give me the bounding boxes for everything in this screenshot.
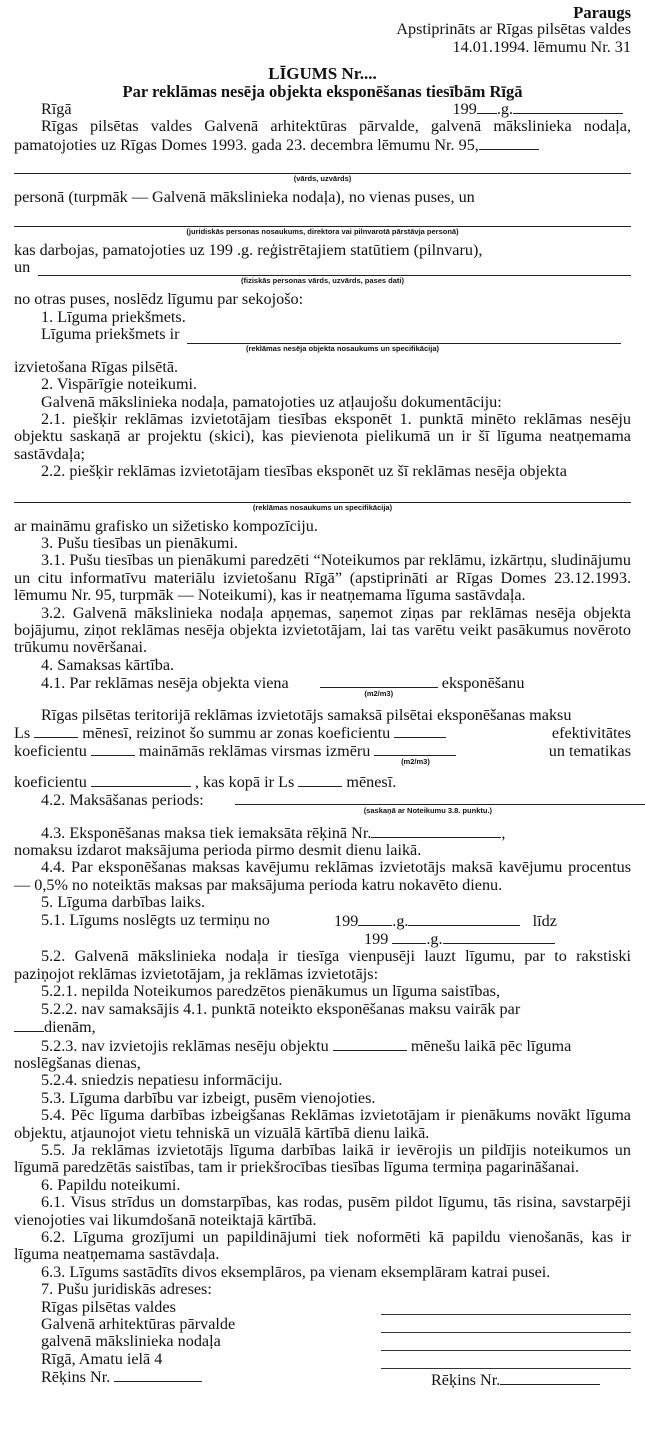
clause-4-1-row4: koeficientu , kas kopā ir Ls mēnesī. (14, 772, 397, 791)
account-blank[interactable] (371, 824, 501, 838)
date-field[interactable]: 199 .g. (453, 100, 631, 118)
from-year-blank[interactable] (358, 912, 392, 926)
address-line: Rīgā, Amatu ielā 4 (41, 1349, 163, 1368)
subject-caption: (reklāmas nesēja objekta nosaukums un specifikācija) (245, 343, 439, 353)
composition-text: ar maināmu grafisko un sižetisko kompozīciju. (14, 516, 318, 535)
clause-3-1: 3.1. Pušu tiesības un pienākumi paredzēti “Noteikumos par reklāmu, izkārtņu, sludinājumu un citu informatīvu materiālu izvietošanu Rīgā” (apstiprināti ar Rīgas Domes 23.12.1993. lēmumu Nr. 95, turpmāk — Noteikumi), kas ir neatņemama līguma sastāvdaļa. (14, 551, 631, 605)
size-blank[interactable] (374, 742, 456, 756)
clause-4-1-row2: Ls mēnesī, reizinot šo summu ar zonas koeficientu efektivitātes (14, 724, 631, 742)
section-5-heading: 5. Līguma darbības laiks. (41, 893, 206, 912)
name-caption: (vārds, uzvārds) (293, 174, 352, 184)
clause-4-4: 4.4. Par eksponēšanas maksas kavējumu reklāmas izvietotājs maksā kavējumu procentus — 0,5% no noteiktās maksas par maksājuma perioda katru nokavēto dienu. (14, 858, 631, 894)
advert-name-caption: (reklāmas nosaukums un specifikācija) (252, 502, 393, 512)
clause-6-2: 6.2. Līguma grozījumi un papildinājumi tiek noformēti kā papildu vienošanās, kas ir līguma neatņemama sastāvdaļa. (14, 1227, 631, 1264)
statutes-paragraph: kas darbojas, pamatojoties uz 199 .g. reģistrētajiem statūtiem (pilnvaru), (14, 240, 483, 259)
legal-entity-line[interactable] (14, 213, 631, 227)
advert-name-line[interactable] (14, 489, 631, 503)
clause-5-4: 5.4. Pēc līguma darbības izbeigšanas Reklāmas izvietotājam ir pienākums novākt līguma objektu, atjaunojot vietu tehniskā un vizuālā kārtībā dienu laikā. (14, 1106, 631, 1142)
document-subtitle: Par reklāmas nesēja objekta eksponēšanas tiesībām Rīgā (122, 81, 523, 101)
clause-2-1: 2.1. piešķir reklāmas izvietotājam tiesības eksponēt 1. punktā minēto reklāmas nesēju objektu saskaņā ar projektu (skici), kas pievienota pielikumā un ir šī līguma neatņemama sastāvdaļa; (14, 409, 631, 463)
address-line: galvenā mākslinieka nodaļa (41, 1332, 221, 1351)
city-address (14, 1299, 381, 1389)
section-2-heading: 2. Vispārīgie noteikumi. (41, 375, 198, 394)
clause-5-1: 5.1. Līgums noslēgts uz termiņu no 199 .g. līdz (41, 910, 557, 930)
to-date-blank[interactable] (443, 930, 555, 944)
city-account: Rēķins Nr. (41, 1368, 381, 1386)
subject-line[interactable] (187, 330, 621, 344)
total-blank[interactable] (298, 773, 342, 787)
legal-entity-caption: (juridiskās personas nosaukums, direktora vai pilnvarotā pārstāvja personā) (186, 226, 459, 236)
counterparty-line[interactable] (381, 1335, 631, 1351)
zone-coef-blank[interactable] (394, 724, 446, 738)
section-4-heading: 4. Samaksas kārtība. (41, 655, 175, 674)
address-line: Galvenā arhitektūras pārvalde (41, 1315, 236, 1333)
clause-4-1-row3: koeficientu maināmās reklāmas virsmas izmēru (m2/m3) un tematikas (14, 742, 631, 767)
clause-3-2: 3.2. Galvenā mākslinieka nodaļa apņemas, saņemot ziņas par reklāmas nesēja objekta bojājumu, ziņot reklāmas nesēja objekta izvietotājam, lai tas varētu veikt pasākumus novēroto trūkumu novēršanai. (14, 603, 631, 657)
place-date-row (14, 100, 631, 118)
physical-person-row: un (14, 259, 631, 276)
months-blank[interactable] (333, 1037, 407, 1051)
name-line[interactable] (14, 160, 631, 174)
city-account-blank[interactable] (114, 1368, 202, 1382)
approval-line-1: Apstiprināts ar Rīgas pilsētas valdes (396, 20, 631, 39)
person-paragraph: personā (turpmāk — Galvenā mākslinieka nodaļa), no vienas puses, un (14, 188, 475, 207)
clause-5-3: 5.3. Līguma darbību var izbeigt, pusēm vienojoties. (41, 1088, 376, 1107)
clause-4-3-cont: nomaksu izdarot maksājuma perioda pirmo desmit dienu laikā. (14, 841, 422, 860)
section-1-heading: 1. Līguma priekšmets. (41, 307, 186, 326)
approval-line-2: 14.01.1994. lēmumu Nr. 31 (452, 37, 631, 56)
physical-person-caption: (fiziskās personas vārds, uzvārds, pases dati) (241, 276, 404, 286)
clause-5-2-1: 5.2.1. nepilda Noteikumos paredzētos pienākumus un līguma saistības, (41, 982, 501, 1001)
clause-4-3: 4.3. Eksponēšanas maksa tiek iemaksāta rēķinā Nr. , (41, 823, 506, 842)
clause-5-1-to: 199 .g. (14, 930, 631, 948)
address-line: Rīgas pilsētas valdes (41, 1297, 176, 1316)
counterparty-line[interactable] (381, 1353, 631, 1369)
year-blank[interactable] (477, 100, 497, 114)
section-7-heading: 7. Pušu juridiskās adreses: (41, 1280, 212, 1299)
counterparty-account: Rēķins Nr. (381, 1371, 631, 1389)
clause-5-2-2-cont: dienām, (14, 1018, 631, 1036)
clause-5-2-3: 5.2.3. nav izvietojis reklāmas nesēju objektu mēnešu laikā pēc līguma noslēgšanas dienas, (14, 1036, 572, 1072)
intro-blank[interactable] (479, 136, 539, 150)
clause-5-2: 5.2. Galvenā mākslinieka nodaļa ir tiesīga vienpusēji lauzt līgumu, par to rakstiski paziņojot reklāmas izvietotājam, ja reklāmas izvietotājs: (14, 947, 631, 983)
placement-text: izvietošana Rīgas pilsētā. (14, 357, 179, 376)
document-title: LĪGUMS Nr.... (268, 64, 377, 84)
section-2-intro: Galvenā mākslinieka nodaļa, pamatojoties uz atļaujošu dokumentāciju: (41, 392, 502, 411)
intro-paragraph: Rīgas pilsētas valdes Galvenā arhitektūras pārvalde, galvenā mākslinieka nodaļa, pamatojoties uz Rīgas Domes 1993. gada 23. decembra lēmumu Nr. 95, (14, 117, 631, 154)
clause-6-1: 6.1. Visus strīdus un domstarpības, kas rodas, pusēm pildot līgumu, tās risina, savstarpēji vienojoties vai likumdošanā noteiktajā kārtībā. (14, 1193, 631, 1229)
unit-blank[interactable] (320, 674, 438, 688)
counterparty-line[interactable] (381, 1299, 631, 1315)
clause-4-1-text: Rīgas pilsētas teritorijā reklāmas izvietotājs samaksā pilsētai eksponēšanas maksu (41, 705, 572, 724)
clause-2-2: 2.2. piešķir reklāmas izvietotājam tiesības eksponēt uz šī reklāmas nesēja objekta (41, 462, 567, 481)
sample-label: Paraugs (573, 3, 631, 22)
section-3-heading: 3. Pušu tiesības un pienākumi. (41, 533, 238, 552)
other-party-paragraph: no otras puses, noslēdz līgumu par sekojošo: (14, 290, 304, 309)
eff-coef-blank[interactable] (91, 742, 135, 756)
date-blank[interactable] (513, 100, 623, 114)
clause-4-2: 4.2. Maksāšanas periods: (saskaņā ar Noteikumu 3.8. punktu.) (14, 791, 631, 809)
payment-period-blank[interactable] (235, 791, 645, 805)
ls-blank[interactable] (34, 724, 78, 738)
days-blank[interactable] (14, 1018, 44, 1032)
counterparty-account-blank[interactable] (500, 1371, 600, 1385)
to-year-blank[interactable] (392, 930, 426, 944)
clause-5-2-2: 5.2.2. nav samaksājis 4.1. punktā noteikto eksponēšanas maksu vairāk par (41, 999, 521, 1018)
place: Rīgā (41, 100, 72, 119)
clause-6-3: 6.3. Līgums sastādīts divos eksemplāros, pa vienam eksemplāram katrai pusei. (41, 1262, 551, 1281)
counterparty-address (381, 1299, 631, 1389)
theme-coef-blank[interactable] (91, 773, 191, 787)
subject-row: Līguma priekšmets ir (14, 326, 631, 343)
section-6-heading: 6. Papildu noteikumi. (41, 1175, 181, 1194)
addresses-block (14, 1299, 631, 1389)
physical-person-line[interactable] (38, 262, 631, 276)
clause-4-1-line1: 4.1. Par reklāmas nesēja objekta viena (m2/m3) eksponēšanu (41, 674, 525, 699)
clause-5-2-4: 5.2.4. sniedzis nepatiesu informāciju. (41, 1071, 283, 1090)
clause-5-5: 5.5. Ja reklāmas izvietotājs līguma darbības laikā ir ievērojis un pildījis noteikumos un līgumā paredzētās saistības, tam ir priekšrocības tiesības līguma termiņa pagarināšanai. (14, 1140, 631, 1177)
counterparty-line[interactable] (381, 1317, 631, 1333)
from-date-blank[interactable] (408, 912, 520, 926)
